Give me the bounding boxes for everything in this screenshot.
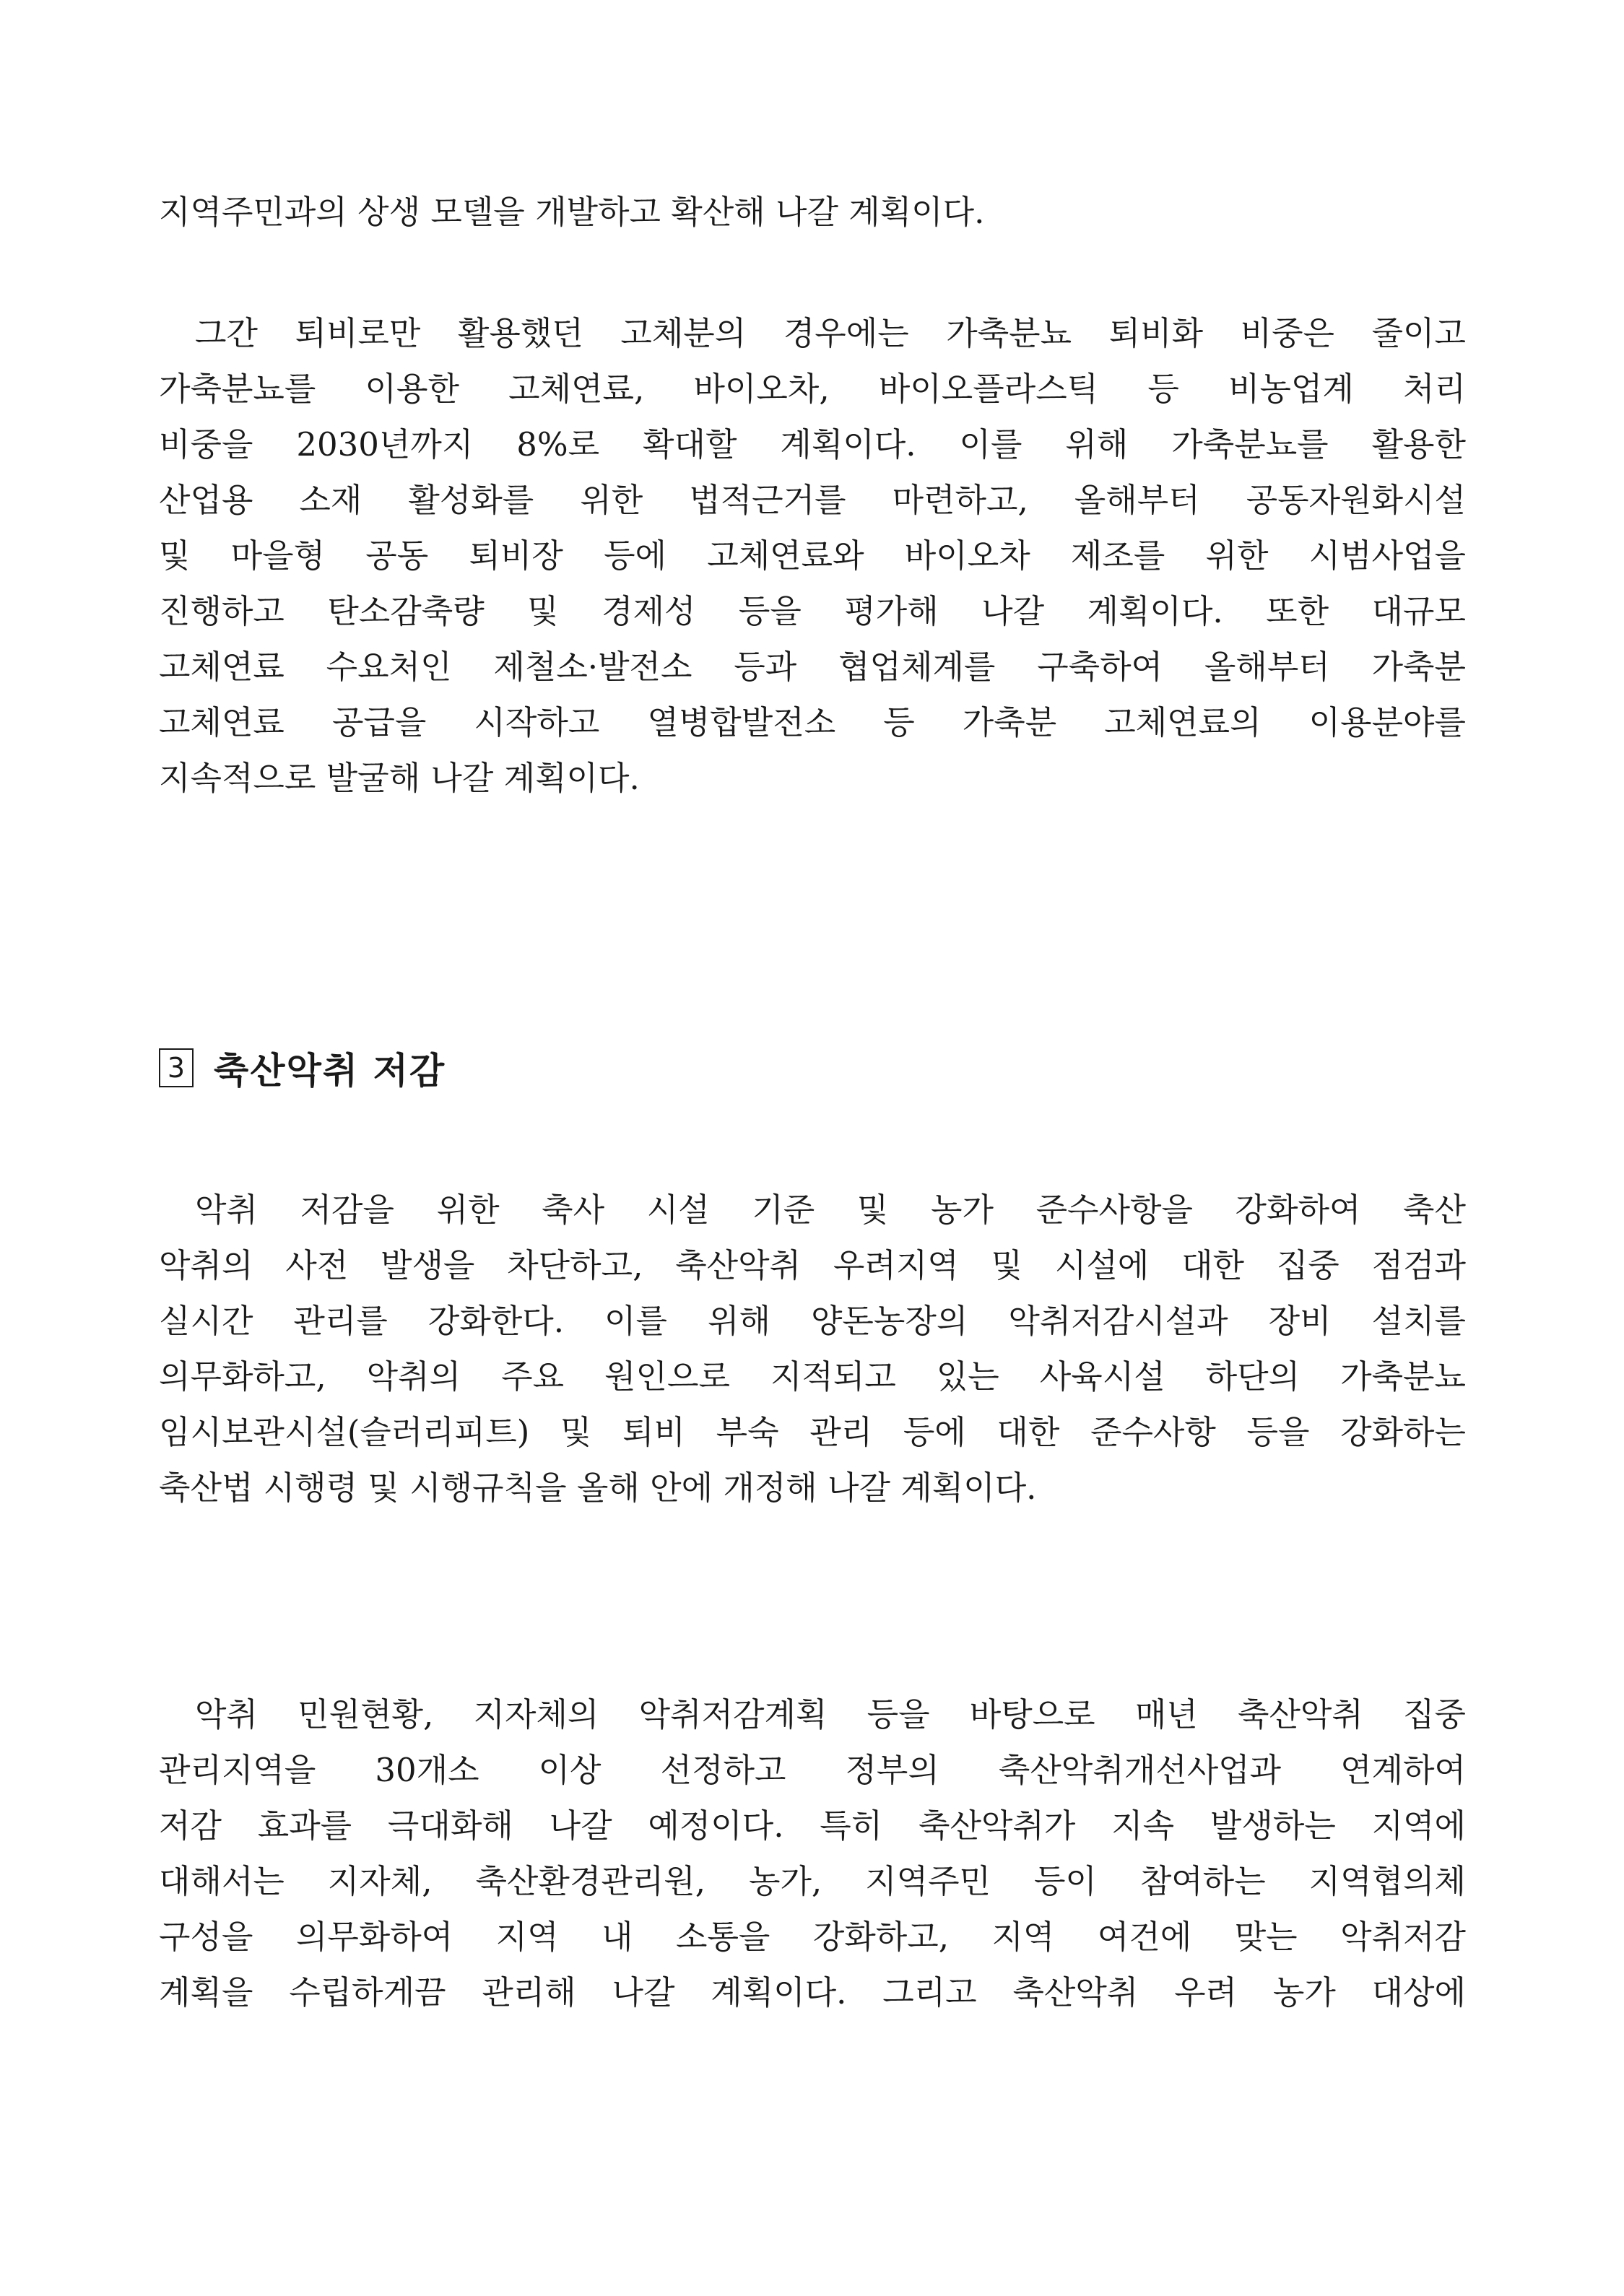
paragraph-line: 실시간 관리를 강화한다. 이를 위해 양돈농장의 악취저감시설과 장비 설치를 [159, 1302, 1466, 1340]
paragraph-2 [159, 315, 1466, 797]
paragraph-line: 구성을 의무화하여 지역 내 소통을 강화하고, 지역 여건에 맞는 악취저감 [159, 1918, 1466, 1956]
paragraph-line: 비중을 2030년까지 8%로 확대할 계획이다. 이를 위해 가축분뇨를 활용한 [159, 425, 1466, 464]
paragraph-line: 악취 민원현황, 지자체의 악취저감계획 등을 바탕으로 매년 축산악취 집중 [195, 1695, 1466, 1734]
paragraph-line: 및 마을형 공동 퇴비장 등에 고체연료와 바이오차 제조를 위한 시범사업을 [159, 536, 1466, 575]
section-title: 축산악취 저감 [214, 1050, 446, 1092]
paragraph-line: 축산법 시행령 및 시행규칙을 올해 안에 개정해 나갈 계획이다. [159, 1469, 1037, 1507]
paragraph-line: 고체연료 공급을 시작하고 열병합발전소 등 가축분 고체연료의 이용분야를 [159, 703, 1466, 742]
paragraph-line: 임시보관시설(슬러리피트) 및 퇴비 부숙 관리 등에 대한 준수사항 등을 강화하는 [159, 1413, 1466, 1451]
paragraph-line: 산업용 소재 활성화를 위한 법적근거를 마련하고, 올해부터 공동자원화시설 [159, 481, 1466, 519]
paragraph-line: 악취의 사전 발생을 차단하고, 축산악취 우려지역 및 시설에 대한 집중 점검과 [159, 1246, 1466, 1284]
paragraph-line: 계획을 수립하게끔 관리해 나갈 계획이다. 그리고 축산악취 우려 농가 대상에 [159, 1973, 1466, 2012]
paragraph-3 [159, 1191, 1466, 1507]
paragraph-line: 지역주민과의 상생 모델을 개발하고 확산해 나갈 계획이다. [159, 193, 985, 231]
section-number-box: 3 [159, 1048, 194, 1087]
paragraph-4 [159, 1696, 1466, 2012]
paragraph-line: 의무화하고, 악취의 주요 원인으로 지적되고 있는 사육시설 하단의 가축분뇨 [159, 1357, 1466, 1396]
section-heading [159, 1043, 446, 1093]
paragraph-line: 대해서는 지자체, 축산환경관리원, 농가, 지역주민 등이 참여하는 지역협의체 [159, 1862, 1466, 1900]
paragraph-line: 저감 효과를 극대화해 나갈 예정이다. 특히 축산악취가 지속 발생하는 지역에 [159, 1806, 1466, 1845]
paragraph-1 [159, 193, 1466, 231]
paragraph-line: 그간 퇴비로만 활용했던 고체분의 경우에는 가축분뇨 퇴비화 비중은 줄이고 [195, 314, 1466, 352]
paragraph-line: 고체연료 수요처인 제철소·발전소 등과 협업체계를 구축하여 올해부터 가축분 [159, 648, 1466, 686]
paragraph-line: 가축분뇨를 이용한 고체연료, 바이오차, 바이오플라스틱 등 비농업계 처리 [159, 370, 1466, 408]
paragraph-line: 악취 저감을 위한 축사 시설 기준 및 농가 준수사항을 강화하여 축산 [195, 1191, 1466, 1229]
paragraph-line: 진행하고 탄소감축량 및 경제성 등을 평가해 나갈 계획이다. 또한 대규모 [159, 592, 1466, 630]
paragraph-line: 관리지역을 30개소 이상 선정하고 정부의 축산악취개선사업과 연계하여 [159, 1751, 1466, 1789]
paragraph-line: 지속적으로 발굴해 나갈 계획이다. [159, 759, 640, 797]
